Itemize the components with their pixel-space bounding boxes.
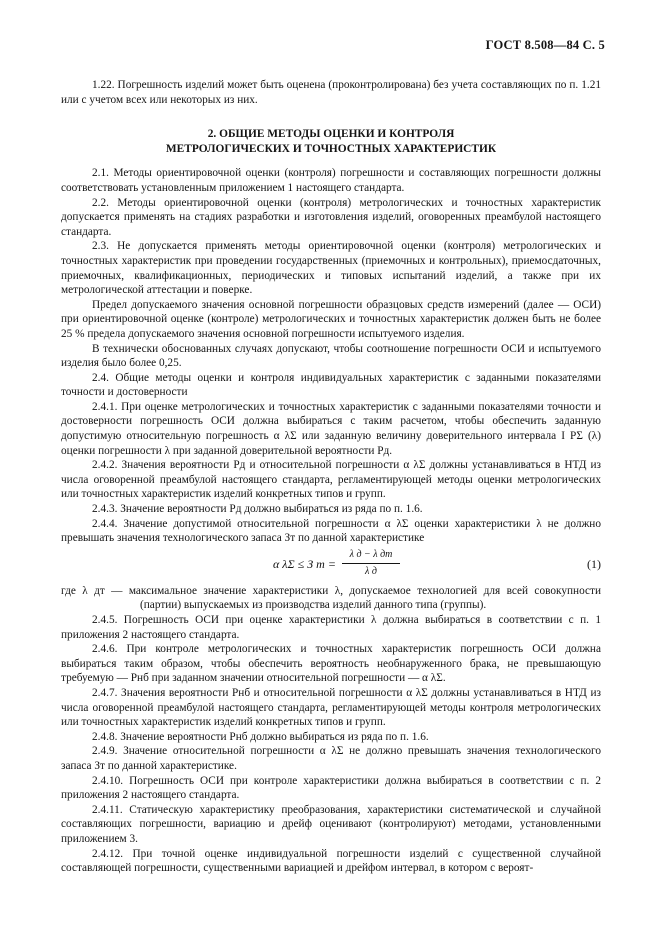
paragraph-2-1: 2.1. Методы ориентировочной оценки (контроля) погрешности и составляющих погрешности должны соответствовать установленным приложением 1 настоящего стандарта. <box>61 167 601 194</box>
paragraph-2-4-1: 2.4.1. При оценке метрологических и точностных характеристик с заданными показателями точности и достоверности погрешность ОСИ должна выбираться с таким расчетом, чтобы обеспечить заданную допустимую относительную погрешность α λΣ или заданную величину доверительного интервала I PΣ (λ) оценки погрешности λ при заданной доверительной вероятности Pд. <box>61 400 601 457</box>
paragraph-2-4-5: 2.4.5. Погрешность ОСИ при оценке характеристики λ должна выбираться в соответствии с п. 1 приложения 2 настоящего стандарта. <box>61 614 601 641</box>
paragraph-2-4-4: 2.4.4. Значение допустимой относительной погрешности α λΣ оценки характеристики λ не должно превышать значения технологического запаса Зт по данной характеристике <box>61 517 601 545</box>
formula-numerator: λ д − λ дт <box>342 548 400 565</box>
paragraph-tech: В технически обоснованных случаях допускают, чтобы соотношение погрешности ОСИ и испытуемого изделия было более 0,25. <box>61 342 601 370</box>
formula-number: (1) <box>587 556 601 571</box>
section-title-line-2: МЕТРОЛОГИЧЕСКИХ И ТОЧНОСТНЫХ ХАРАКТЕРИСТИК <box>165 142 497 155</box>
paragraph-predel: Предел допускаемого значения основной погрешности образцовых средств измерений (далее — ОСИ) при ориентировочной оценке (контроле) метрологических и точностных характеристик должен быть не более 25 % предела допускаемого значения основной погрешности испытуемого изделия. <box>61 298 601 340</box>
formula-fraction <box>342 548 400 580</box>
formula-1 <box>61 548 601 582</box>
paragraph-2-4-3: 2.4.3. Значение вероятности Pд должно выбираться из ряда по п. 1.6. <box>92 503 423 516</box>
section-title-line-1: 2. ОБЩИЕ МЕТОДЫ ОЦЕНКИ И КОНТРОЛЯ <box>207 128 455 141</box>
paragraph-2-3: 2.3. Не допускается применять методы ориентировочной оценки (контроля) метрологических и точностных характеристик при проведении государственных (приемочных и контрольных), приемосдаточных, приемочных, квалификационных, периодических и типовых испытаний изделий, а также при их метрологической аттестации и поверке. <box>61 240 601 297</box>
paragraph-2-4-6: 2.4.6. При контроле метрологических и точностных характеристик погрешность ОСИ должна выбираться таким образом, чтобы обеспечить вероятность необнаруженного брака, не превышающую требуемую — Pнб при заданном значении относительной погрешности — α λΣ. <box>61 643 601 685</box>
paragraph-2-4-8: 2.4.8. Значение вероятности Pнб должно выбираться из ряда по п. 1.6. <box>92 730 429 743</box>
formula-lhs: α λΣ ≤ З т = <box>273 556 336 571</box>
page-body <box>61 78 601 876</box>
paragraph-2-4-11: 2.4.11. Статическую характеристику преобразования, характеристики систематической и случайной составляющих погрешности, вариацию и дрейф оценивают (контролируют) методами, установленными приложением 3. <box>61 803 601 845</box>
paragraph-2-4-10: 2.4.10. Погрешность ОСИ при контроле характеристики должна выбираться в соответствии с п. 2 приложения 2 настоящего стандарта. <box>61 774 601 802</box>
paragraph-2-4-2: 2.4.2. Значения вероятности Pд и относительной погрешности α λΣ должны устанавливаться в НТД из числа оговоренной преамбулой настоящего стандарта, регламентирующей методы оценки метрологических или точностных характеристик изделий конкретных типов и групп. <box>61 459 601 501</box>
paragraph-where: где λ дт — максимальное значение характеристики λ, допускаемое технологией для всей совокупности (партии) выпускаемых из производства изделий данного типа (группы). <box>61 584 601 612</box>
formula-denominator: λ д <box>365 566 377 578</box>
paragraph-2-2: 2.2. Методы ориентировочной оценки (контроля) метрологических и точностных характеристик допускается применять на стадиях разработки и изготовления изделий, оговоренных преамбулой настоящего стандарта. <box>61 196 601 238</box>
paragraph-2-4-12: 2.4.12. При точной оценке индивидуальной погрешности изделий с существенной случайной составляющей погрешности, существенными вариацией и дрейфом интервал, в котором с вероят- <box>61 847 601 875</box>
paragraph-2-4-7: 2.4.7. Значения вероятности Pнб и относительной погрешности α λΣ должны устанавливаться в НТД из числа оговоренной преамбулой настоящего стандарта, регламентирующей методы контроля метрологических или точностных характеристик изделий конкретных типов и групп. <box>61 686 601 729</box>
paragraph-2-4: 2.4. Общие методы оценки и контроля индивидуальных характеристик с заданными показателями точности и достоверности <box>61 371 601 399</box>
paragraph-2-4-9: 2.4.9. Значение относительной погрешности α λΣ не должно превышать значения технологического запаса Зт по данной характеристике. <box>61 745 601 772</box>
page-header: ГОСТ 8.508—84 С. 5 <box>485 38 605 52</box>
paragraph-1-22: 1.22. Погрешность изделий может быть оценена (проконтролирована) без учета составляющих по п. 1.21 или с учетом всех или некоторых из них. <box>61 79 601 106</box>
